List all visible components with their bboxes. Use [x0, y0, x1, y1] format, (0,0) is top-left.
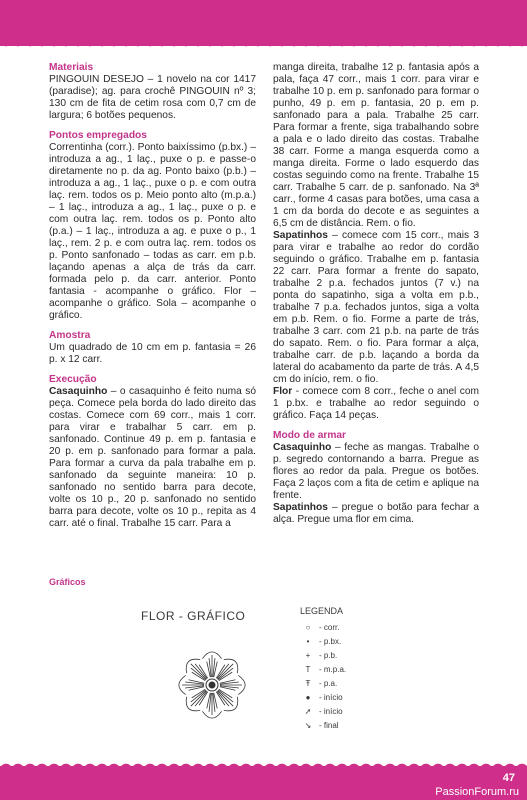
execucao-text: – o casaquinho é feito numa só peça. Comece pela borda do lado direito das costas. Comece com 69 corr., mais 1 corr. para virar e trabalhar 5 carr. em p. sanfonado. Continue 49 p. em p. fantasia e 20 p. em p. sanfonado para formar a pala. Para formar a curva da pala trabalhe em p. sanfonado da seguinte maneira: 10 p. sanfonado no sentido barra para decote, volte os 10 p., 20 p. sanfonado no sentido barra para decote, volte os 10 p., repita as 4 carr. até o final. Trabalhe 15 carr. Para a	[49, 386, 256, 529]
legend-row-pa	[300, 676, 346, 690]
legend-label: - corr.	[319, 622, 340, 632]
watermark: PassionForum.ru	[435, 786, 519, 798]
execucao-paragraph	[49, 386, 256, 530]
flor-paragraph	[273, 386, 479, 422]
legend-row-final	[300, 718, 346, 732]
sapatinhos-text: – comece com 15 corr., mais 3 para virar e trabalhe ao redor do cordão seguindo o gráfico. Trabalhe em p. fantasia 22 carr. Para formar a frente do sapato, trabalhe 2 p.a. fechados juntos (7 v.) na ponta do sapatinho, siga a volta em p.b., trabalhe 7 p.a. fechados juntos, siga a volta em p.b. Rem. o fio. Forme a parte de trás, trabalhe 3 carr. com 21 p.b. na parte de trás do sapato. Rem. o fio. Para formar a alça, trabalhe carr. de p.b. laçando a borda da lateral do acabamento da parte de trás. A 4,5 cm do início, rem. o fio.	[273, 230, 479, 385]
section-heading-amostra: Amostra	[49, 330, 91, 341]
half-double-crochet-icon: T	[305, 664, 311, 674]
legend-label: - final	[319, 720, 339, 730]
sapatinhos2-paragraph	[273, 502, 479, 526]
modo-text: – feche as mangas. Trabalhe o p. segredo contornando a barra. Pregue as flores ao redor da pala. Pregue os botões. Faça 2 laços com a fita de cetim e aplique na frente.	[273, 442, 479, 501]
legend-label: - início	[319, 706, 343, 716]
legend-row-inicio-2	[300, 704, 346, 718]
modo-bold-term: Casaquinho	[273, 442, 332, 453]
legend-label: - m.p.a.	[319, 664, 347, 674]
legend-label: - p.b.	[319, 650, 338, 660]
start-dot-icon: ●	[305, 692, 311, 702]
start-arrow-icon: ➚	[304, 706, 312, 716]
legend-row-corr	[300, 620, 346, 634]
end-arrow-icon: ↘	[304, 720, 312, 730]
modo-paragraph	[273, 442, 479, 502]
legend-label: - p.bx.	[319, 636, 342, 646]
right-column	[273, 62, 479, 526]
chain-icon: ○	[305, 622, 311, 632]
slip-stitch-icon: •	[306, 636, 310, 646]
amostra-text: Um quadrado de 10 cm em p. fantasia = 26 p. x 12 carr.	[49, 342, 256, 365]
flor-bold-term: Flor	[273, 386, 293, 397]
materiais-text: PINGOUIN DESEJO – 1 novelo na cor 1417 (paradise); ag. para crochê PINGOUIN nº 3; 130 cm de fita de cetim rosa com 0,7 cm de largura; 6 botões pequenos.	[49, 74, 256, 121]
execucao-bold-term: Casaquinho	[49, 386, 108, 397]
continuation-text: manga direita, trabalhe 12 p. fantasia após a pala, faça 47 corr., mais 1 corr. para virar e trabalhe 10 p. em p. sanfonado para formar o punho, 49 p. em p. fantasia, 20 p. em p. sanfonado para a pala. Trabalhe 25 carr. Para formar a frente, siga trabalhando sobre a pala e o lado direito das costas. Trabalhe 38 carr. Forme a manga esquerda como a manga direita. Forme o lado esquerdo das costas seguindo como na frente. Trabalhe 15 carr. Trabalhe 5 carr. de p. sanfonado. Na 3ª carr., forme 4 casas para botões, uma casa a 1 cm da borda do decote e as seguintes a 6,5 cm de distância. Rem. o fio.	[273, 62, 479, 229]
legend-row-inicio-1	[300, 690, 346, 704]
sapatinhos-bold-term: Sapatinhos	[273, 230, 328, 241]
sapatinhos-paragraph	[273, 230, 479, 386]
section-heading-modo: Modo de armar	[273, 430, 347, 441]
flower-crochet-diagram	[162, 635, 262, 735]
sapatinhos2-bold-term: Sapatinhos	[273, 502, 328, 513]
sapatinhos2-text: – pregue o botão para fechar a alça. Pregue uma flor em cima.	[273, 502, 479, 525]
single-crochet-icon: +	[305, 650, 311, 660]
flor-text: - comece com 8 corr., feche o anel com 1 p.bx. e trabalhe ao redor seguindo o gráfico. Faça 14 peças.	[273, 386, 479, 421]
legend-row-mpa	[300, 662, 346, 676]
graficos-label: Gráficos	[49, 577, 86, 587]
legend-title: LEGENDA	[300, 606, 344, 616]
legend-row-pbx	[300, 634, 346, 648]
legend	[300, 606, 346, 732]
legend-label: - p.a.	[319, 678, 338, 688]
section-heading-pontos: Pontos empregados	[49, 130, 147, 141]
legend-row-pb	[300, 648, 346, 662]
section-heading-materiais: Materiais	[49, 62, 94, 73]
flor-grafico-title: FLOR - GRÁFICO	[141, 609, 246, 623]
pontos-text: Correntinha (corr.). Ponto baixíssimo (p.bx.) – introduza a ag., 1 laç., puxe o p. e passe-o diretamente no p. da ag. Ponto baixo (p.b.) – introduza a ag., 1 laç., puxe o p. e com outra laç. rem. todos os p. Meio ponto alto (m.p.a.) – 1 laç., introduza a ag., 1 laç., puxe o p. e com outra laç. rem. todos os p. Ponto alto (p.a.) – 1 laç., introduza a ag. e puxe o p., 1 laç., rem. 2 p. e com outra laç. rem. todos os p. Ponto sanfonado – todas as carr. em p.b. laçando apenas a alça de trás da carr. formada pelo p. da carr. anterior. Ponto fantasia - acompanhe o gráfico. Flor – acompanhe o gráfico. Sola – acompanhe o gráfico.	[49, 142, 256, 321]
legend-label: - início	[319, 692, 343, 702]
left-column	[49, 62, 256, 530]
page-number: 47	[502, 772, 515, 784]
top-scallop-edge	[0, 40, 527, 52]
section-heading-execucao: Execução	[49, 374, 97, 385]
double-crochet-icon: Ŧ	[305, 678, 311, 688]
